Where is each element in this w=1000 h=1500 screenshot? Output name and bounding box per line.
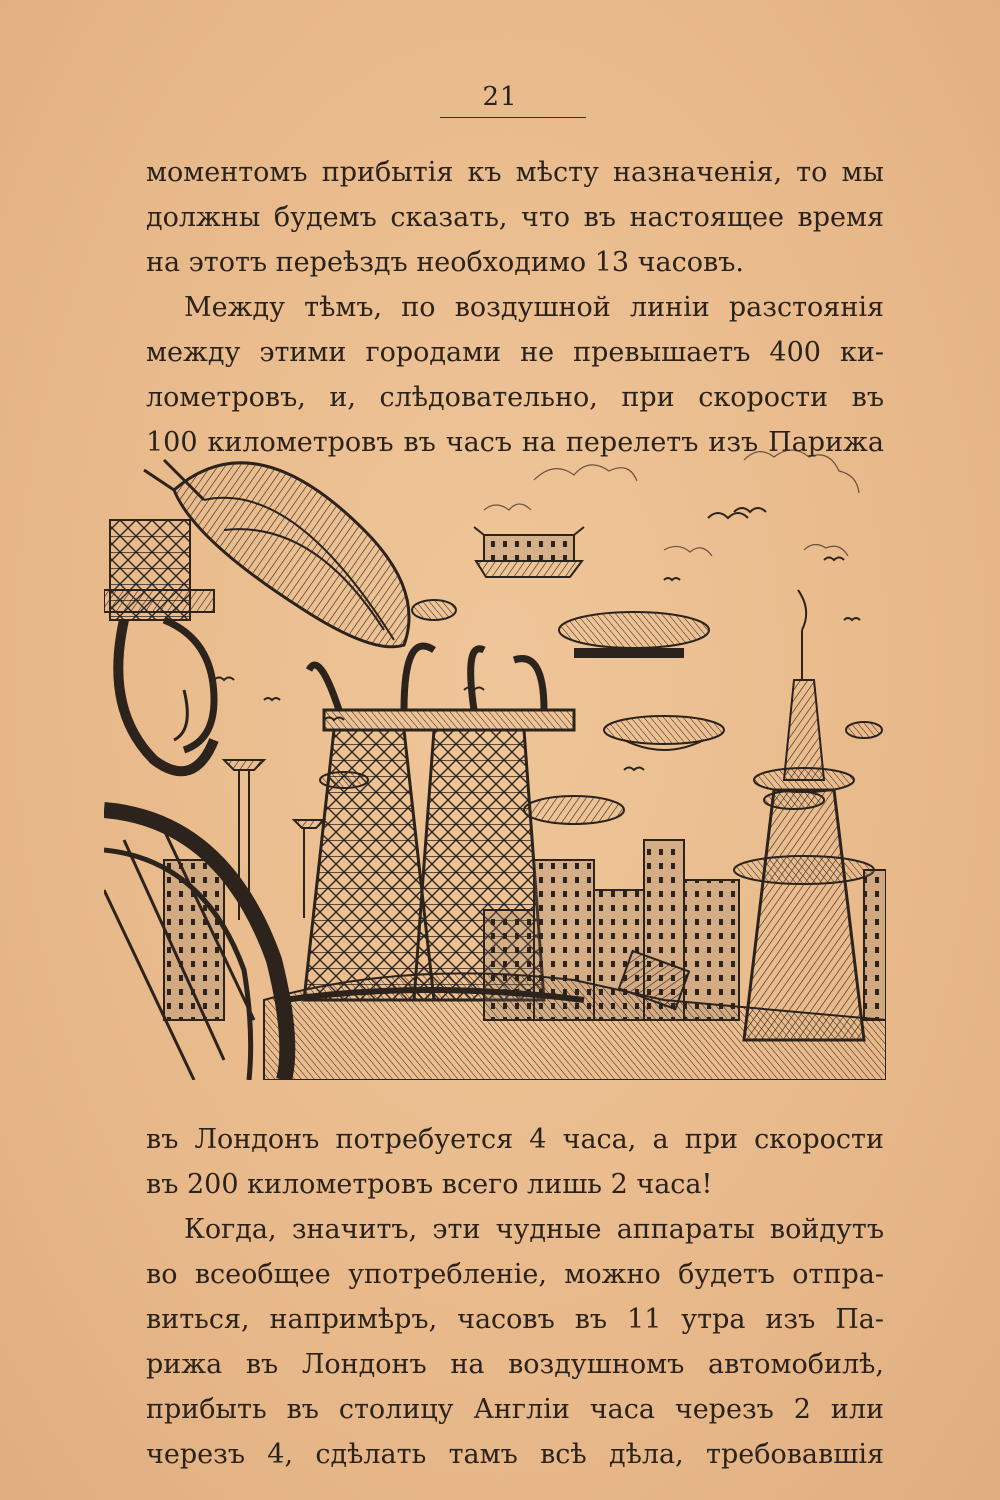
crane	[104, 520, 214, 771]
text-line: моментомъ прибытія къ мѣсту назначенія, то мы	[146, 157, 884, 188]
text-line: 100 километровъ въ часъ на перелетъ изъ Парижа	[146, 427, 884, 458]
text-line: во всеобщее употребленіе, можно будетъ отпра-	[146, 1259, 884, 1290]
text-line: на этотъ переѣздъ необходимо 13 часовъ.	[146, 247, 744, 278]
text-line: должны будемъ сказать, что въ настоящее время	[146, 202, 884, 233]
text-line: въ 200 километровъ всего лишь 2 часа!	[146, 1169, 713, 1200]
text-line: лометровъ, и, слѣдовательно, при скорости въ	[146, 382, 884, 413]
flying-boat	[474, 527, 584, 577]
illustration-engraving	[104, 440, 886, 1080]
header-rule	[440, 117, 586, 118]
page-number: 21	[482, 82, 518, 112]
text-line: черезъ 4, сдѣлать тамъ всѣ дѣла, требовавшія	[146, 1439, 884, 1470]
text-line: между этими городами не превышаетъ 400 ки-	[146, 337, 884, 368]
text-line: Между тѣмъ, по воздушной линіи разстоянія	[184, 292, 884, 323]
text-line: въ Лондонъ потребуется 4 часа, а при скорости	[146, 1124, 884, 1155]
text-line: виться, напримѣръ, часовъ въ 11 утра изъ Па-	[146, 1304, 884, 1335]
text-line: прибыть въ столицу Англіи часа черезъ 2 или	[146, 1394, 884, 1425]
text-block-top	[146, 150, 884, 465]
text-line: рижа въ Лондонъ на воздушномъ автомобилѣ,	[146, 1349, 884, 1380]
text-line: Когда, значитъ, эти чудные аппараты войдутъ	[184, 1214, 884, 1245]
illustration	[104, 440, 886, 1080]
text-block-bottom	[146, 1117, 884, 1477]
right-tower	[734, 590, 874, 1040]
